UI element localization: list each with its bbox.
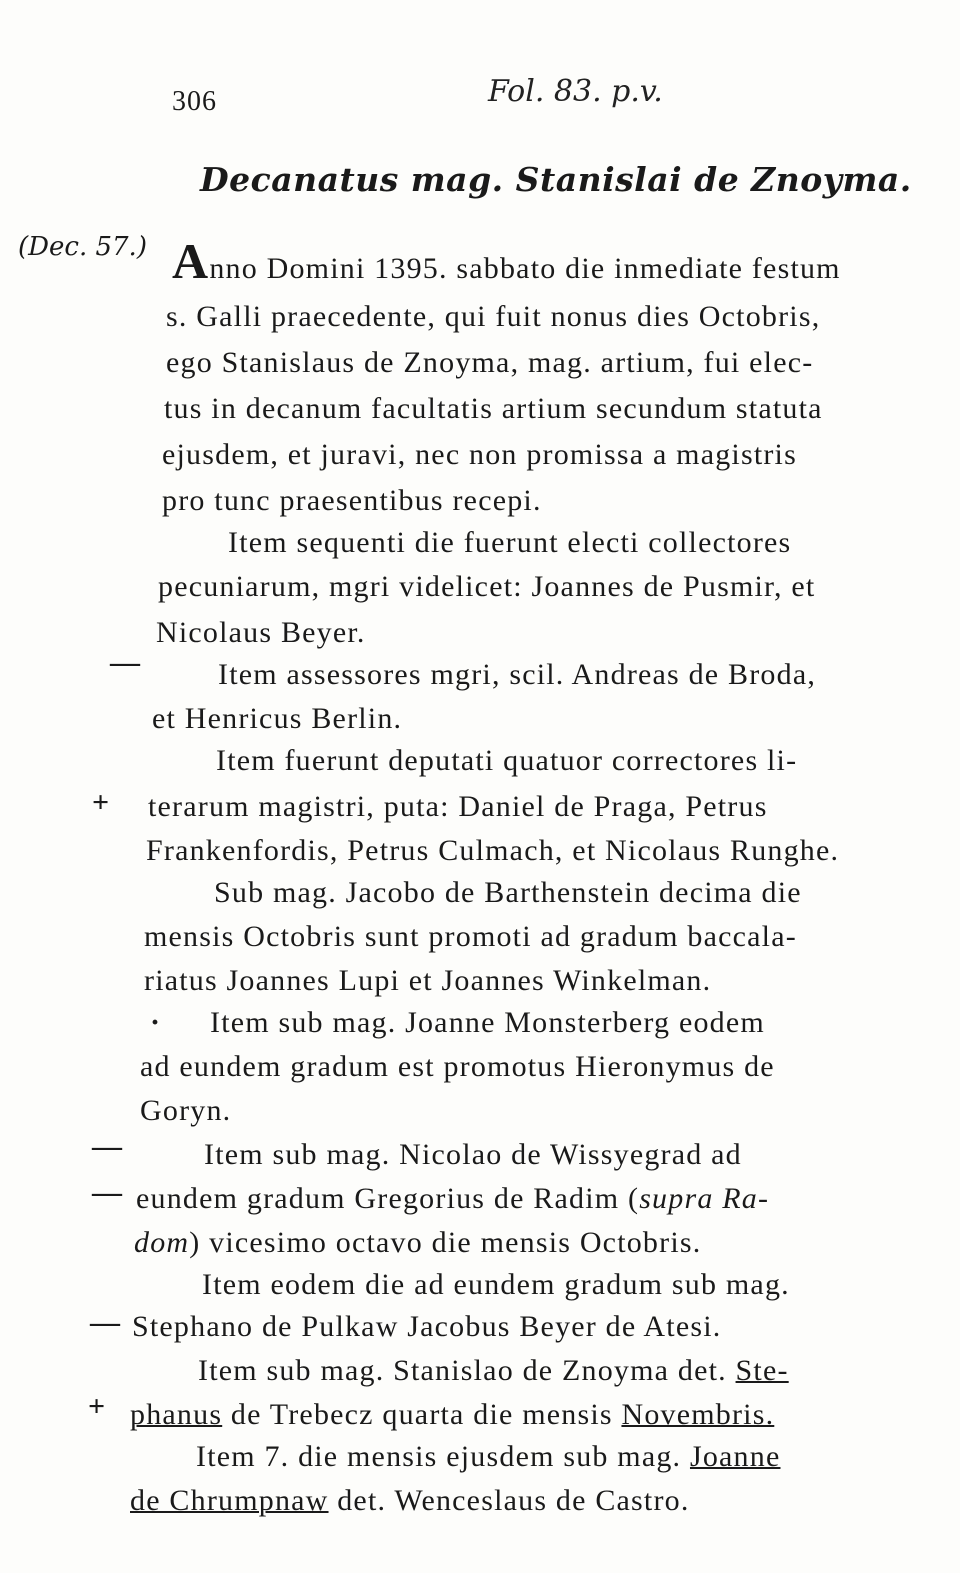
margin-dash-mark: — — [92, 1130, 122, 1163]
handwritten-margin-code: (Dec. 57.) — [18, 232, 147, 262]
text-line — [136, 1182, 769, 1216]
text-line: Frankenfordis, Petrus Culmach, et Nicolaus Runghe. — [146, 834, 840, 867]
text-line: terarum magistri, puta: Daniel de Praga, Petrus — [148, 790, 768, 823]
underlined-text: phanus — [130, 1398, 223, 1431]
text-line: Item fuerunt deputati quatuor correctores li- — [216, 744, 798, 777]
text-line: pro tunc praesentibus recepi. — [162, 484, 542, 517]
line-text: Item 7. die mensis ejusdem sub mag. — [196, 1440, 690, 1473]
text-line: Stephano de Pulkaw Jacobus Beyer de Atesi. — [132, 1310, 722, 1343]
text-line: ejusdem, et juravi, nec non promissa a magistris — [162, 438, 797, 471]
margin-dash-mark: — — [90, 1306, 120, 1339]
margin-dash-mark: — — [110, 646, 140, 679]
text-line: riatus Joannes Lupi et Joannes Winkelman. — [144, 964, 712, 997]
line-text: eundem gradum Gregorius de Radim ( — [136, 1182, 640, 1215]
line-text: ) vicesimo octavo die mensis Octobris. — [189, 1226, 702, 1259]
text-line — [172, 233, 841, 289]
handwritten-folio-note: Fol. 83. p.v. — [488, 74, 663, 109]
drop-cap: A — [172, 233, 210, 289]
text-line: pecuniarum, mgri videlicet: Joannes de Pusmir, et — [158, 570, 816, 603]
section-heading: Decanatus mag. Stanislai de Znoyma. — [200, 160, 912, 199]
text-line: Item eodem die ad eundem gradum sub mag. — [202, 1268, 790, 1301]
page-number: 306 — [172, 86, 217, 117]
underlined-text: Joanne — [689, 1440, 781, 1473]
italic-note: dom — [134, 1226, 190, 1259]
text-line: Nicolaus Beyer. — [156, 616, 366, 649]
line-text: de Trebecz quarta die mensis — [222, 1398, 622, 1431]
text-line: Sub mag. Jacobo de Barthenstein decima die — [214, 876, 802, 909]
text-line: mensis Octobris sunt promoti ad gradum baccala- — [144, 920, 797, 953]
text-line: Item sub mag. Nicolao de Wissyegrad ad — [204, 1138, 742, 1171]
line-text: det. Wenceslaus de Castro. — [328, 1484, 690, 1517]
line-text: nno Domini 1395. sabbato die inmediate festum — [209, 252, 841, 285]
underlined-text: Novembris. — [621, 1398, 775, 1431]
text-line: tus in decanum facultatis artium secundum statuta — [164, 392, 823, 425]
margin-plus-mark: + — [92, 786, 110, 819]
margin-dash-mark: — — [92, 1176, 122, 1209]
text-line — [196, 1440, 780, 1474]
text-line: ego Stanislaus de Znoyma, mag. artium, fui elec- — [166, 346, 814, 379]
text-line: s. Galli praecedente, qui fuit nonus dies Octobris, — [166, 300, 821, 333]
text-line — [130, 1398, 774, 1432]
text-line: ad eundem gradum est promotus Hieronymus de — [140, 1050, 775, 1083]
text-line: Item assessores mgri, scil. Andreas de Broda, — [218, 658, 817, 691]
text-line — [130, 1484, 690, 1518]
margin-plus-mark: + — [88, 1390, 106, 1423]
underlined-text: Ste- — [735, 1354, 789, 1387]
text-line: et Henricus Berlin. — [152, 702, 403, 735]
line-text: Item sub mag. Stanislao de Znoyma det. — [198, 1354, 736, 1387]
text-line: Goryn. — [140, 1094, 232, 1127]
underlined-text: de Chrumpnaw — [130, 1484, 329, 1517]
text-line — [198, 1354, 789, 1388]
italic-note: supra Ra- — [639, 1182, 770, 1215]
text-line: Item sequenti die fuerunt electi collectores — [228, 526, 792, 559]
text-line — [134, 1226, 701, 1260]
text-line: Item sub mag. Joanne Monsterberg eodem — [210, 1006, 765, 1039]
margin-dot-mark: · — [150, 1006, 161, 1039]
